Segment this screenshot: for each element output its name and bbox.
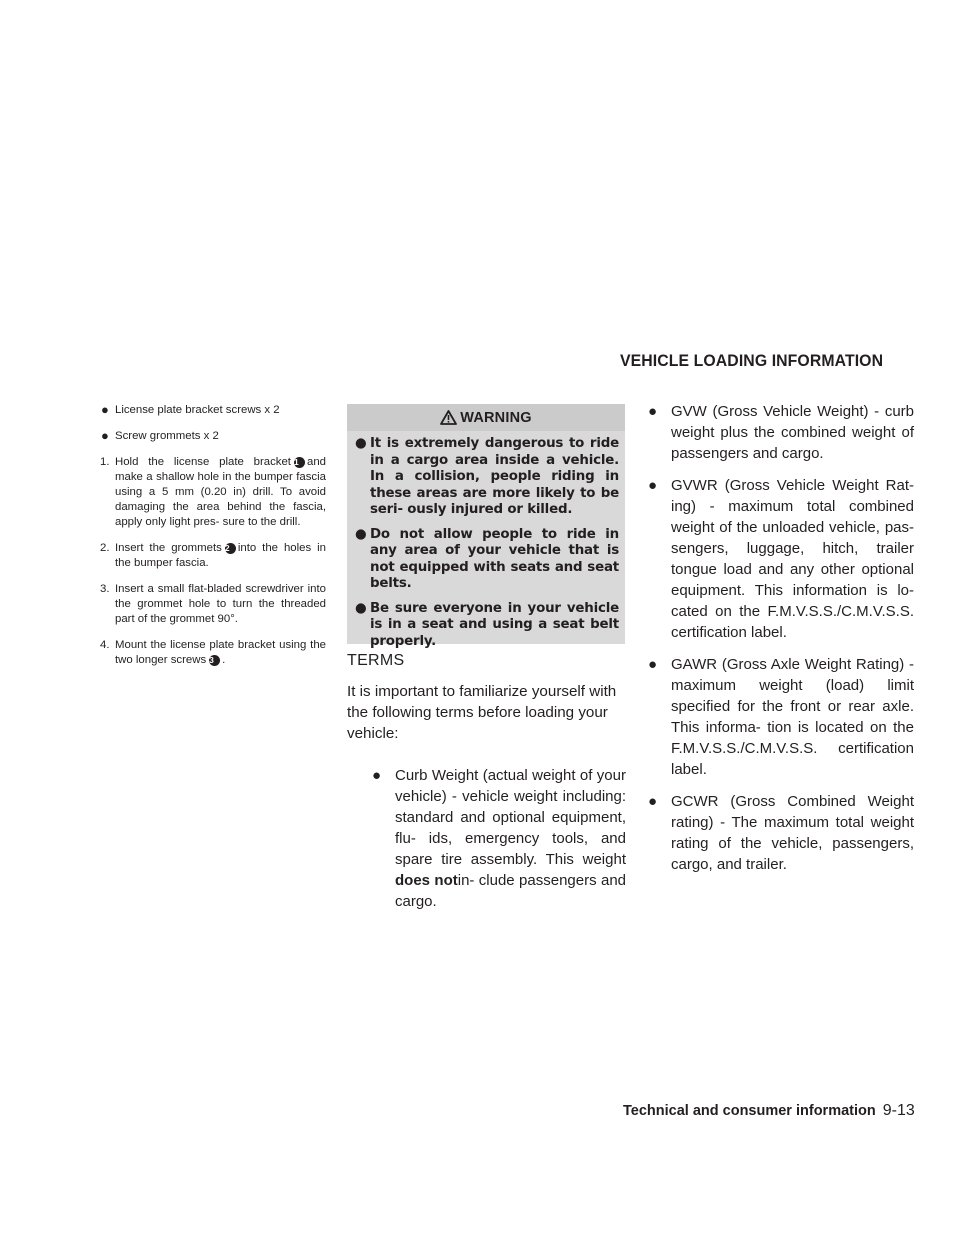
warning-text: Do not allow people to ride in any area of your vehicle that is not equipped with seats and seat belts. bbox=[370, 526, 619, 591]
bullet-icon: ● bbox=[101, 428, 109, 443]
step-number: 1. bbox=[100, 456, 110, 468]
step-number: 4. bbox=[100, 639, 110, 651]
step-text: Mount the license plate bracket using the two longer screws bbox=[115, 639, 326, 666]
warning-item bbox=[355, 436, 619, 519]
callout-marker-icon: 3 bbox=[209, 655, 220, 666]
list-item bbox=[100, 403, 326, 418]
step-text: and make a shallow hole in the bumper fascia using a 5 mm (0.20 in) drill. To avoid damaging the area behind the fascia, apply only light pres- sure to the drill. bbox=[115, 456, 326, 528]
warning-list bbox=[355, 436, 619, 658]
footer-section-label: Technical and consumer information bbox=[623, 1103, 876, 1119]
step-number: 3. bbox=[100, 583, 110, 595]
left-column bbox=[100, 403, 326, 679]
term-item bbox=[648, 654, 914, 780]
bullet-icon: ● bbox=[648, 477, 658, 494]
warning-text: It is extremely dangerous to ride in a cargo area inside a vehicle. In a collision, people riding in these areas are more likely to be seri- ously injured or killed. bbox=[370, 436, 619, 517]
step-4 bbox=[100, 638, 326, 668]
bullet-icon: ● bbox=[355, 436, 367, 451]
term-text: Curb Weight (actual weight of your vehicle) - vehicle weight including: standard and optional equipment, flu- ids, emergency tools, and spare tire assembly. This weight bbox=[395, 767, 626, 868]
right-column bbox=[648, 401, 914, 886]
term-item bbox=[648, 401, 914, 464]
step-text: . bbox=[222, 654, 226, 666]
warning-item bbox=[355, 601, 619, 651]
warning-item bbox=[355, 527, 619, 593]
step-3 bbox=[100, 582, 326, 627]
callout-marker-icon: 2 bbox=[225, 543, 236, 554]
step-text: Hold the license plate bracket bbox=[115, 456, 291, 468]
terms-heading: TERMS bbox=[347, 652, 405, 669]
step-2 bbox=[100, 541, 326, 571]
bullet-text: License plate bracket screws x 2 bbox=[115, 404, 280, 416]
bullet-icon: ● bbox=[101, 402, 109, 417]
page-number: 9-13 bbox=[882, 1102, 915, 1119]
warning-header bbox=[347, 404, 625, 431]
step-text: Insert a small flat-bladed screwdriver into the grommet hole to turn the threaded part of the grommet 90°. bbox=[115, 583, 326, 625]
warning-box bbox=[347, 404, 625, 649]
term-item bbox=[648, 791, 914, 875]
step-number: 2. bbox=[100, 542, 110, 554]
term-text: GVWR (Gross Vehicle Weight Rat- ing) - maximum total combined weight of the unloaded vehicle, pas- sengers, luggage, hitch, trailer tongue load and any other optional equipment. This information is lo- cated on the F.M.V.S.S./C.M.V.S.S. certification label. bbox=[671, 477, 914, 641]
term-text: GCWR (Gross Combined Weight rating) - The maximum total weight rating of the vehicle, passengers, cargo, and trailer. bbox=[671, 793, 914, 873]
term-text: in- clude passengers and cargo. bbox=[395, 872, 627, 910]
term-item bbox=[648, 475, 914, 643]
callout-marker-icon: 1 bbox=[294, 457, 305, 468]
bullet-icon: ● bbox=[648, 656, 658, 673]
page-footer bbox=[623, 1102, 915, 1120]
bullet-icon: ● bbox=[648, 793, 658, 810]
step-1 bbox=[100, 455, 326, 530]
terms-intro: It is important to familiarize yourself with the following terms before loading your vehicle: bbox=[347, 683, 617, 742]
step-text: into the holes in the bumper fascia. bbox=[115, 542, 326, 569]
warning-triangle-icon bbox=[440, 410, 457, 425]
emphasis-text: does not bbox=[395, 872, 458, 889]
bullet-icon: ● bbox=[355, 526, 367, 542]
bullet-icon: ● bbox=[355, 600, 367, 616]
section-title: VEHICLE LOADING INFORMATION bbox=[620, 351, 884, 370]
step-text: Insert the grommets bbox=[115, 542, 222, 554]
term-text: GAWR (Gross Axle Weight Rating) - maximum weight (load) limit specified for the front or rear axle. This informa- tion is located on the F.M.V.S.S./C.M.V.S.S. certification label. bbox=[671, 656, 914, 778]
term-text: GVW (Gross Vehicle Weight) - curb weight plus the combined weight of passengers and cargo. bbox=[671, 403, 914, 462]
list-item bbox=[100, 429, 326, 444]
warning-text: Be sure everyone in your vehicle is in a seat and using a seat belt properly. bbox=[370, 600, 619, 649]
warning-title: WARNING bbox=[460, 409, 532, 426]
bullet-icon: ● bbox=[648, 403, 658, 420]
curb-weight-item bbox=[372, 765, 626, 912]
bullet-icon: ● bbox=[372, 767, 382, 784]
bullet-text: Screw grommets x 2 bbox=[115, 430, 219, 442]
